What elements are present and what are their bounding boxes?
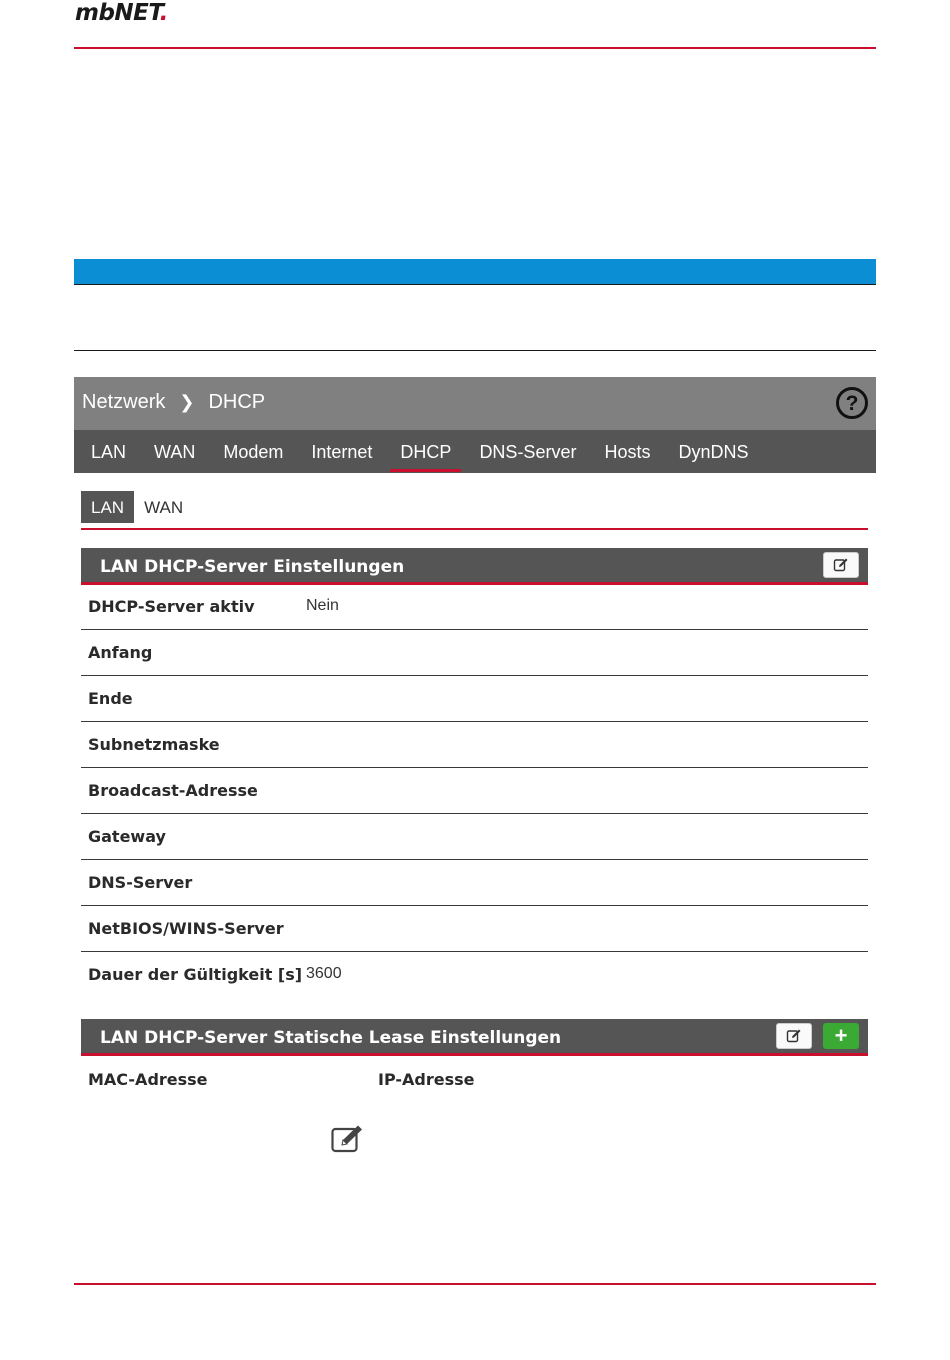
column-header-ip: IP-Adresse: [378, 1070, 475, 1089]
network-nav: [74, 430, 876, 473]
tab-hosts[interactable]: Hosts: [604, 442, 651, 462]
settings-row: [81, 906, 868, 952]
blue-banner: [74, 259, 876, 285]
row-label: DHCP-Server aktiv: [88, 597, 255, 616]
row-label: Gateway: [88, 827, 166, 846]
settings-row: [81, 676, 868, 722]
edit-icon: [786, 1028, 802, 1044]
tab-dyndns[interactable]: DynDNS: [678, 442, 749, 462]
row-value: Nein: [306, 597, 339, 614]
subtab-wan[interactable]: WAN: [144, 498, 184, 517]
footer-divider: [74, 1283, 876, 1285]
row-label: Ende: [88, 689, 133, 708]
row-value: 3600: [306, 965, 342, 982]
tab-modem[interactable]: Modem: [223, 442, 284, 462]
row-label: Dauer der Gültigkeit [s]: [88, 965, 303, 984]
edit-icon: [833, 557, 849, 573]
section-title: LAN DHCP-Server Einstellungen: [100, 557, 405, 577]
row-label: DNS-Server: [88, 873, 193, 892]
tab-dns-server[interactable]: DNS-Server: [479, 442, 577, 462]
settings-row: [81, 722, 868, 768]
settings-row: [81, 768, 868, 814]
edit-lease-button[interactable]: [776, 1023, 812, 1049]
section-title: LAN DHCP-Server Statische Lease Einstellungen: [100, 1028, 562, 1048]
settings-row: [81, 630, 868, 676]
tab-wan[interactable]: WAN: [154, 442, 196, 462]
help-icon[interactable]: ?: [836, 387, 868, 419]
tab-lan[interactable]: LAN: [91, 442, 127, 462]
row-label: Subnetzmaske: [88, 735, 220, 754]
dhcp-settings-table: [81, 584, 868, 998]
lease-table-header: [81, 1069, 868, 1093]
app-header: [74, 377, 876, 430]
settings-row: [81, 952, 868, 998]
mbnet-logo: mbNET.: [75, 0, 168, 26]
settings-row: [81, 860, 868, 906]
breadcrumb: [82, 391, 265, 414]
row-label: Broadcast-Adresse: [88, 781, 258, 800]
breadcrumb-current: DHCP: [208, 391, 266, 413]
row-label: NetBIOS/WINS-Server: [88, 919, 284, 938]
section-divider: [74, 350, 876, 351]
subtab-lan[interactable]: LAN: [81, 491, 134, 523]
static-lease-header: [81, 1019, 868, 1056]
tab-internet[interactable]: Internet: [311, 442, 373, 462]
edit-icon: [331, 1125, 365, 1153]
plus-icon: +: [834, 1023, 848, 1048]
column-header-mac: MAC-Adresse: [88, 1070, 208, 1089]
settings-row: [81, 814, 868, 860]
header-divider: [74, 47, 876, 49]
edit-settings-button[interactable]: [823, 552, 859, 578]
tab-dhcp[interactable]: DHCP: [390, 430, 461, 473]
dhcp-settings-header: [81, 548, 868, 585]
settings-row: [81, 584, 868, 630]
breadcrumb-root[interactable]: Netzwerk: [82, 391, 166, 413]
interface-subtabs: [81, 491, 868, 530]
add-lease-button[interactable]: [823, 1023, 859, 1049]
row-label: Anfang: [88, 643, 153, 662]
chevron-right-icon: ❯: [179, 392, 195, 412]
